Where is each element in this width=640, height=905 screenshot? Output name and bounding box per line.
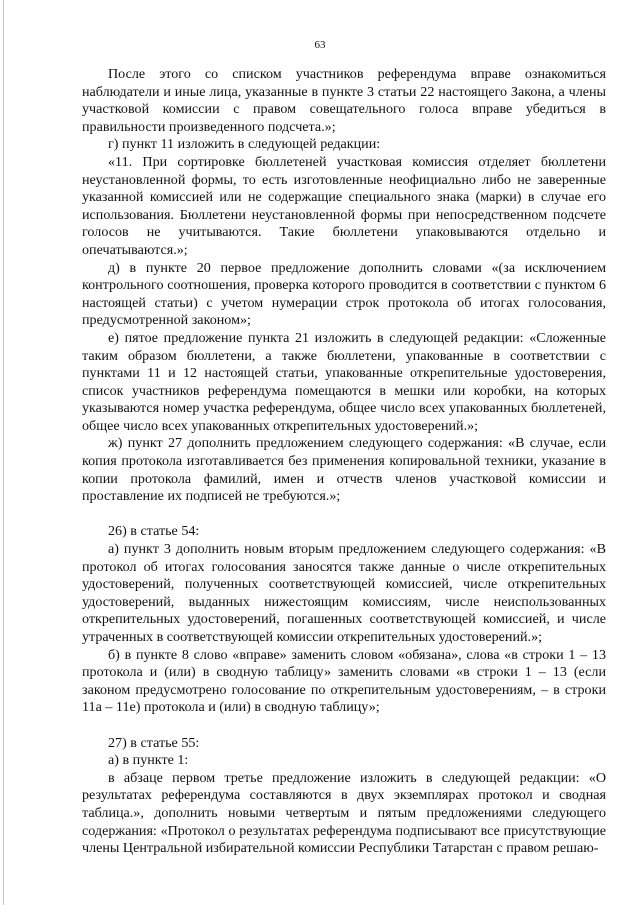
paragraph: г) пункт 11 изложить в следующей редакции:: [108, 136, 381, 153]
paragraph: После этого со списком участников референдума вправе ознакомиться наблюдатели и иные лица, указанные в пункте 3 статьи 22 настоящего Закона, а члены участковой комиссии с правом совещательного голоса вправе убедиться в правильности произведенного подсчета.»;: [82, 66, 606, 135]
paragraph: а) в пункте 1:: [108, 752, 189, 769]
paragraph: а) пункт 3 дополнить новым вторым предложением следующего содержания: «В протокол об итогах голосования заносятся также данные о числе открепительных удостоверений, полученных соответствующей комиссией, числе открепительных удостоверений, выданных нижестоящим комиссиям, числе неиспользованных открепительных удостоверений, погашенных соответствующей комиссией, и числе утраченных в соответствующей комиссии открепительных удостоверений.»;: [82, 541, 606, 645]
paragraph: 26) в статье 54:: [108, 523, 200, 540]
paragraph: б) в пункте 8 слово «вправе» заменить словом «обязана», слова «в строки 1 – 13 протокола и (или) в сводную таблицу» заменить словами «в строки 1 – 13 (если законом предусмотрено голосование по открепительным удостоверениям, – в строки 11а – 11е) протокола и (или) в сводную таблицу»;: [82, 646, 606, 716]
page-number: 63: [314, 39, 326, 51]
paragraph: в абзаце первом третье предложение изложить в следующей редакции: «О результатах референдума составляются в двух экземплярах протокол и сводная таблица.», дополнить новыми четвертым и пятым предложениями следующего содержания: «Протокол о результатах референдума подписывают все присутствующие члены Центральной избирательной комиссии Республики Татарстан с правом решаю-: [82, 769, 606, 857]
paragraph: д) в пункте 20 первое предложение дополнить словами «(за исключением контрольного соотношения, проверка которого проводится в соответствии с пунктом 6 настоящей статьи) с учетом нумерации строк протокола об итогах голосования, предусмотренной законом»;: [82, 259, 606, 329]
paragraph: е) пятое предложение пункта 21 изложить в следующей редакции: «Сложенные таким образом бюллетени, а также бюллетени, упакованные в соответствии с пунктами 11 и 12 настоящей статьи, упакованные открепительные удостоверения, список участников референдума помещаются в мешки или коробки, на которых указываются номер участка референдума, общее число всех упакованных бюллетеней, общее число всех упакованных открепительных удостоверений.»;: [82, 329, 606, 434]
paragraph: «11. При сортировке бюллетеней участковая комиссия отделяет бюллетени неустановленной формы, то есть изготовленные неофициально либо не заверенные указанной комиссией или не содержащие специального знака (марки) в случае его использования. Бюллетени неустановленной формы при непосредственном подсчете голосов не учитываются. Такие бюллетени упаковываются отдельно и опечатываются.»;: [82, 153, 606, 258]
scan-edge-line: [3, 0, 4, 905]
document-body: [82, 66, 606, 858]
paragraph: 27) в статье 55:: [108, 734, 200, 751]
paragraph: ж) пункт 27 дополнить предложением следующего содержания: «В случае, если копия протокола изготавливается без применения копировальной техники, указание в копии протокола фамилий, имен и отчеств членов участковой комиссии и проставление их подписей не требуются.»;: [82, 435, 606, 505]
